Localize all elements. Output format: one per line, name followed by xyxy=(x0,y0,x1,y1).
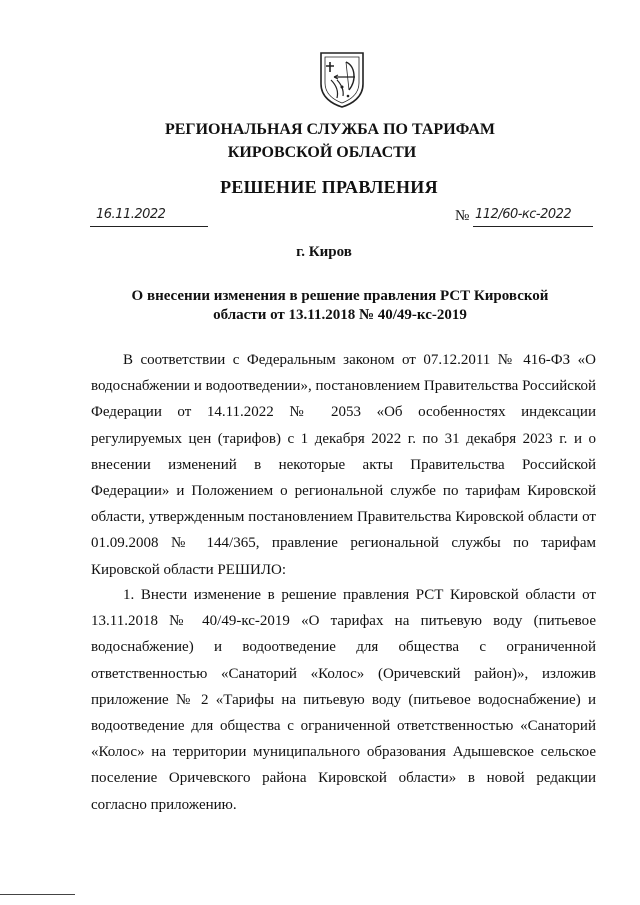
document-number-handwritten: 112/60-кс-2022 xyxy=(475,207,572,222)
body-paragraph-2 xyxy=(91,582,596,818)
footer-divider xyxy=(0,894,75,895)
organization-name-line2: КИРОВСКОЙ ОБЛАСТИ xyxy=(227,144,417,161)
document-date-handwritten: 16.11.2022 xyxy=(96,207,166,222)
date-underline xyxy=(90,226,208,227)
document-number-field xyxy=(455,207,593,229)
document-date-field xyxy=(90,207,208,229)
subject-line1: О внесении изменения в решение правления РСТ Кировской xyxy=(131,288,549,304)
document-type-title: РЕШЕНИЕ ПРАВЛЕНИЯ xyxy=(220,177,438,197)
organization-name-line1: РЕГИОНАЛЬНАЯ СЛУЖБА ПО ТАРИФАМ xyxy=(164,121,496,138)
number-underline xyxy=(473,226,593,227)
number-sign: № xyxy=(455,208,470,224)
paragraph-text: В соответствии с Федеральным законом от 07.12.2011 № 416-ФЗ «О водоснабжении и водоотведении», постановлением Правительства Российской Федерации от 14.11.2022 № 2053 «Об особенностях индексации регулируемых цен (тарифов) с 1 декабря 2022 г. по 31 декабря 2023 г. и о внесении изменений в некоторые акты Правительства Российской Федерации» и Положением о региональной службе по тарифам Кировской области, утвержденным постановлением Правительства Кировской области от 01.09.2008 № 144/365, правление региональной службы по тарифам Кировской области РЕШИЛО: xyxy=(91,352,596,578)
city-name: г. Киров xyxy=(296,244,352,260)
subject-line2: области от 13.11.2018 № 40/49-кс-2019 xyxy=(213,307,467,323)
body-paragraph-1 xyxy=(91,347,596,583)
coat-of-arms-icon xyxy=(317,50,367,108)
paragraph-text: 1. Внести изменение в решение правления РСТ Кировской области от 13.11.2018 № 40/49-кс-2019 «О тарифах на питьевую воду (питьевое водоснабжение) и водоотведение для общества с ограниченной ответственностью «Санаторий «Колос» (Оричевский район)», изложив приложение № 2 «Тарифы на питьевую воду (питьевое водоснабжение) и водоотведение для общества с ограниченной ответственностью «Санаторий «Колос» на территории муниципального образования Адышевское сельское поселение Оричевского района Кировской области» в новой редакции согласно приложению. xyxy=(91,587,596,813)
